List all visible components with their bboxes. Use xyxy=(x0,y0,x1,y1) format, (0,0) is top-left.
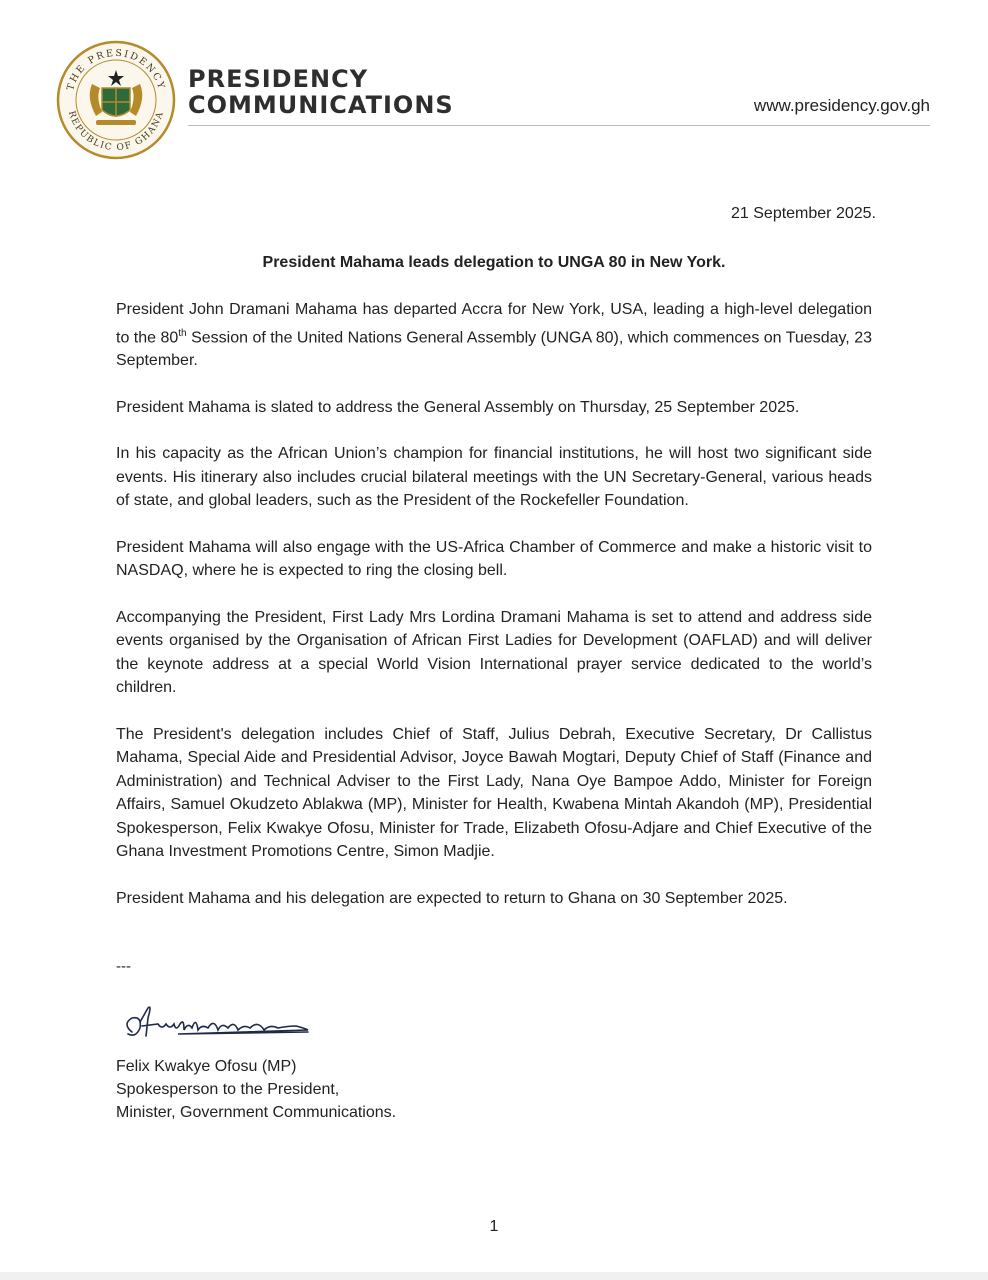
presidency-seal-icon xyxy=(56,40,176,160)
organization-name xyxy=(188,66,454,118)
signer-role-2: Minister, Government Communications. xyxy=(116,1104,397,1121)
page-number: 1 xyxy=(489,1218,499,1235)
paragraph-7: President Mahama and his delegation are expected to return to Ghana on 30 September 2025. xyxy=(116,889,788,907)
paragraph-5: Accompanying the President, First Lady Mrs Lordina Dramani Mahama is set to attend and address side events organised by the Organisation of African First Ladies for Development (OAFLAD) and will deliver the keynote address at a special World Vision International prayer service dedicated to the world’s children. xyxy=(116,608,872,697)
svg-text:THE PRESIDENCY: THE PRESIDENCY xyxy=(65,47,167,92)
paragraph-3: In his capacity as the African Union’s champion for financial institutions, he will host two significant side events. His itinerary also includes crucial bilateral meetings with the UN Secretary-General, various heads of state, and global leaders, such as the President of the Rockefeller Foundation. xyxy=(116,445,872,510)
svg-text:REPUBLIC OF GHANA: REPUBLIC OF GHANA xyxy=(65,109,167,154)
document-body xyxy=(116,298,872,933)
paragraph-1: President John Dramani Mahama has departed Accra for New York, USA, leading a high-level delegation to the 80th Session of the United Nations General Assembly (UNGA 80), which commences on Tuesday, 23 September. xyxy=(116,301,872,370)
website-link[interactable]: www.presidency.gov.gh xyxy=(753,96,930,115)
signer-role-1: Spokesperson to the President, xyxy=(116,1081,340,1098)
signatory-block xyxy=(116,1055,396,1124)
header-divider xyxy=(188,125,930,126)
document-title: President Mahama leads delegation to UNGA 80 in New York. xyxy=(262,254,726,271)
signature-image xyxy=(118,1002,318,1048)
separator: --- xyxy=(116,958,131,975)
paragraph-2: President Mahama is slated to address the General Assembly on Thursday, 25 September 2025. xyxy=(116,398,800,416)
paragraph-6: The President's delegation includes Chief of Staff, Julius Debrah, Executive Secretary, Dr Callistus Mahama, Special Aide and Presidential Advisor, Joyce Bawah Mogtari, Deputy Chief of Staff (Finance and Administration) and Technical Adviser to the First Lady, Nana Oye Bampoe Addo, Minister for Foreign Affairs, Samuel Okudzeto Ablakwa (MP), Minister for Health, Kwabena Mintah Akandoh (MP), Presidential Spokesperson, Felix Kwakye Ofosu, Minister for Trade, Elizabeth Ofosu-Adjare and Chief Executive of the Ghana Investment Promotions Centre, Simon Madjie. xyxy=(116,725,872,861)
org-line-1: PRESIDENCY xyxy=(188,65,369,93)
signer-name: Felix Kwakye Ofosu (MP) xyxy=(116,1058,297,1075)
document-date: 21 September 2025. xyxy=(731,205,876,222)
bottom-strip xyxy=(0,1272,988,1280)
org-line-2: COMMUNICATIONS xyxy=(188,91,454,119)
paragraph-4: President Mahama will also engage with the US-Africa Chamber of Commerce and make a historic visit to NASDAQ, where he is expected to ring the closing bell. xyxy=(116,538,872,580)
